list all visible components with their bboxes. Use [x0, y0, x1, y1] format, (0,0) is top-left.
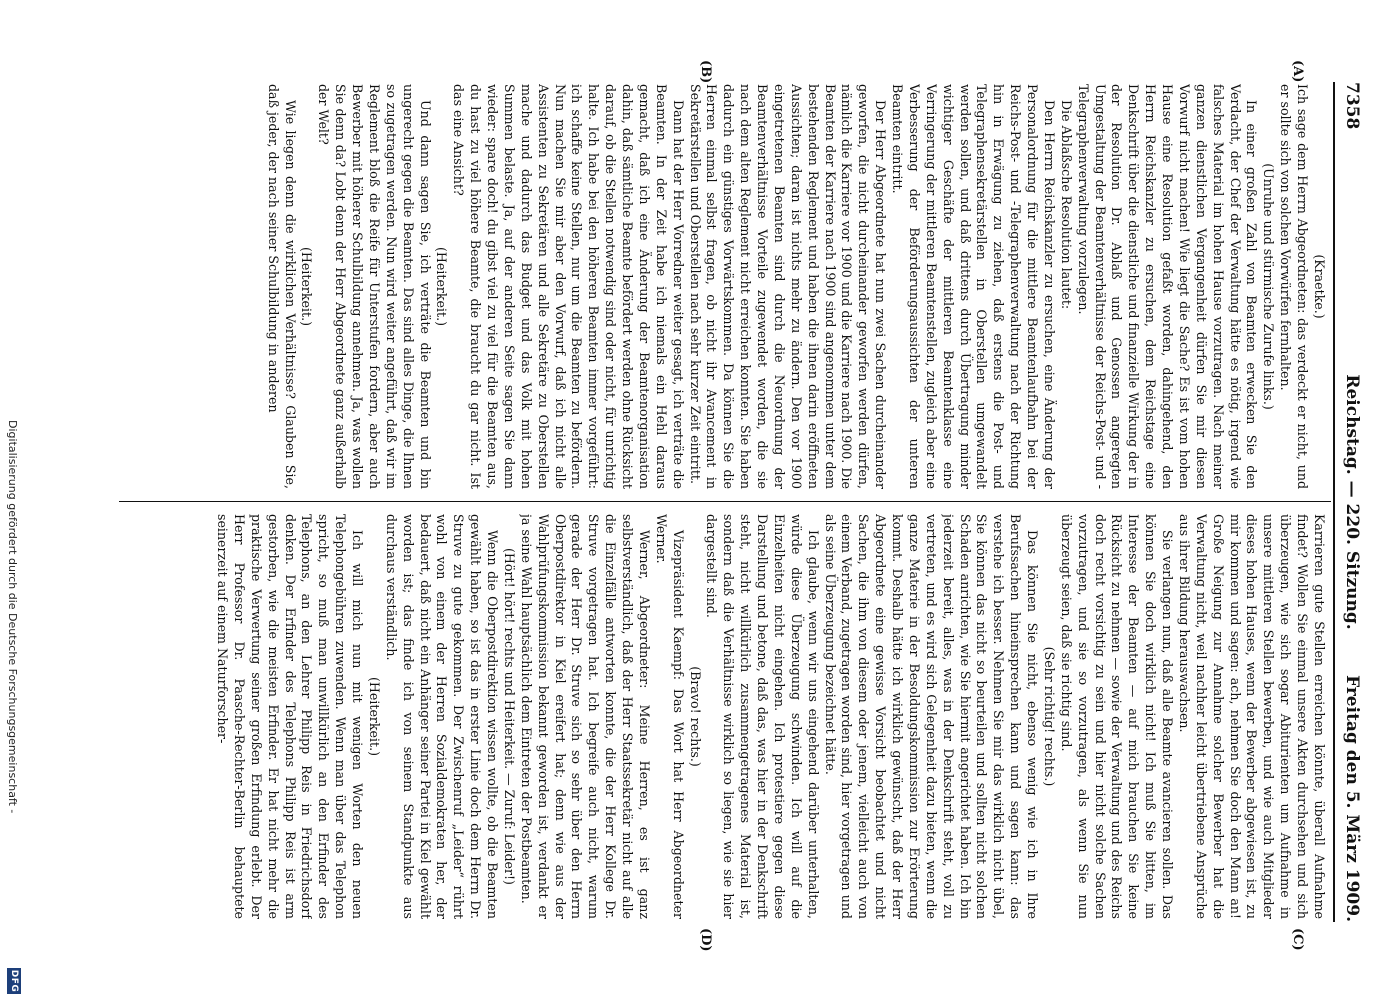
paragraph: Die Ablaßsche Resolution lautet: [1058, 100, 1074, 310]
paragraph: Wenn die Oberpostdirektion wissen wollte, ob die Beamten gewählt haben, so ist das in erster Linie doch dem Herrn Dr. Struve zu gute gekommen. Der Zwischenruf „Leider“ rührt wohl von einem der Herren Sozialdemokraten her, der bedauert, daß nicht ein Anhänger seiner Partei in Kiel gewählt worden ist; das finde ich von seinem Standpunkte aus durchaus verständlich. [383, 514, 501, 919]
interjection: (Bravo! rechts.) [687, 666, 703, 767]
paragraph: Werner, Abgeordneter: Meine Herren, es ist ganz selbstverständlich, daß der Herr Staatssekretär nicht auf alle die Einzelfälle antworten konnte, die der Herr Kollege Dr. Struve vorgetragen hat. Ich begreife auch nicht, warum gerade der Herr Dr. Struve sich so sehr über den Herrn Oberpostdirektor in Kiel ereifert hat; denn wie aus der Wahlprüfungskommission bekannt geworden ist, verdankt er ja seine Wahl hauptsächlich dem Eintreten der Postbeamten. [518, 514, 652, 919]
margin-mark-d: (D) [698, 928, 713, 952]
interjection: (Hört! hört! rechts und Heiterkeit. — Zuruf: Leider!) [502, 548, 517, 885]
margin-mark-c: (C) [1290, 928, 1305, 951]
page-number: 7358 [1342, 82, 1362, 130]
paragraph: Das können Sie nicht, ebenso wenig wie ich in Ihre Berufssachen hineinsprechen kann und sagen kann: das verstehe ich besser. Nehmen Sie mir das wirklich nicht übel, Sie können das nicht so beurteilen und sollten nicht solchen Schaden anrichten, wie Sie hiermit angerichtet haben. Ich bin jederzeit bereit, alles, was in der Denkschrift steht, voll zu vertreten, und es wird sich Gelegenheit dazu bieten, wenn die ganze Materie in der Besoldungskommission zur Erörterung kommt. Deshalb hätte ich wirklich gewünscht, daß der Herr Abgeordnete eine gewisse Vorsicht beobachtet und nicht Sachen, die ihm von diesem oder jenem, vielleicht auch von einem Verband, zugetragen worden sind, hier vorgetragen und als seine Überzeugung bezeichnet hätte. [822, 514, 1041, 919]
paragraph: Dann hat der Herr Vorredner weiter gesagt, ich verträte die Beamten. In der Zeit habe ich niemals ein Hehl daraus gemacht, daß ich eine Änderung der Beamtenorganisation dahin, daß sämtliche Beamte befördert werden ohne Rücksicht darauf, ob die Stellen notwendig sind oder nicht, für unrichtig halte. Ich habe bei den höheren Beamten immer vorgeführt: ich schaffe keine Stellen, nur um die Beamten zu befördern. Nun machen Sie mir aber den Vorwurf, daß ich nicht alle Assistenten zu Sekretären und alle Sekretäre zu Oberstellen mache und dadurch das Budget und das Volk mit hohen Summen belaste. Ja, auf der anderen Seite sagen Sie dann wieder: spare doch! du gibst viel zu viel für die Beamten aus, du hast zu viel höhere Beamte, die braucht du gar nicht. Ist das eine Ansicht? [451, 84, 686, 489]
quoted-resolution: Den Herrn Reichskanzler zu ersuchen, eine Änderung der Personalordnung für die mittlere Beamtenlaufbahn bei der Reichs-Post- und -Telegraphenverwaltung nach der Richtung hin in Erwägung zu ziehen, daß erstens die Post- und Telegraphensekretärstellen in Oberstellen umgewandelt werden sollen, und daß drittens durch Übertragung minder wichtiger Geschäfte der mittleren Beamtenklasse eine Verringerung der mittleren Beamtenstellen, zugleich aber eine Verbesserung der Beförderungsaussichten der unteren Beamten eintritt. [890, 84, 1057, 489]
right-column [117, 514, 1327, 919]
paragraph: Sie verlangen nun, daß alle Beamte avancieren sollen. Das können Sie doch wirklich nicht! Ich muß Sie bitten, im Interesse der Beamten — auf mich brauchen Sie keine Rücksicht zu nehmen — sowie der Verwaltung und des Reichs doch recht vorsichtig zu sein und hier nicht solche Sachen vorzutragen, und sie so vorzutragen, als wenn Sie nun überzeugt seien, daß sie richtig sind. [1058, 514, 1176, 919]
header-date: Freitag den 5. März 1909. [1342, 675, 1362, 922]
chair-announcement: Vizepräsident Kaempf: Das Wort hat Herr Abgeordneter Werner. [653, 514, 686, 919]
paragraph: Ich sage dem Herrn Abgeordneten: das verdeckt er nicht, und er sollte sich von solchen Vorwürfen fernhalten. [1278, 84, 1311, 489]
paragraph: Wie liegen denn die wirklichen Verhältnisse? Glauben Sie, daß jeder, der nach seiner Schulbildung in anderen [265, 84, 298, 489]
paragraph: Der Herr Abgeordnete hat nun zwei Sachen durcheinander geworfen, die nicht durcheinander geworfen werden dürfen, nämlich die Karriere vor 1900 und die Karriere nach 1900. Die Beamten der Karriere nach 1900 sind angenommen unter dem bestehenden Reglement und haben die ihnen darin eröffneten Aussichten; daran ist nichts mehr zu ändern. Den vor 1900 eingetretenen Beamten sind durch die Neuordnung der Beamtenverhältnisse Vorteile zugewendet worden, die sie nach dem alten Reglement nicht erreichen konnten. Sie haben dadurch ein günstiges Vorwärtskommen. Da können Sie die Herren einmal selbst fragen, ob nicht ihr Avancement in Sekretärstellen und Oberstellen nach sehr kurzer Zeit eintritt. [687, 84, 889, 489]
paragraph: Und dann sagen Sie, ich verträte die Beamten und bin ungerecht gegen die Beamten. Das sind alles Dinge, die Ihnen so zugetragen werden. Nun wird weiter angeführt, daß wir im Reglement bloß die Reife für Unterstufen fordern, aber auch Bewerber mit höherer Schulbildung annehmen. Ja, was wollen Sie denn da? Lobt denn der Herr Abgeordnete ganz außerhalb der Welt? [316, 84, 433, 489]
margin-mark-a: (A) [1290, 60, 1305, 83]
paragraph: In einer großen Zahl von Beamten erwecken Sie den Verdacht, der Chef der Verwaltung hätte es nötig, irgend wie falsches Material im hohen Hause vorzutragen. Nach meiner ganzen dienstlichen Vergangenheit dürfen Sie mir diesen Vorwurf nicht machen! Wie liegt die Sache? Es ist vom hohen Hause eine Resolution gefaßt worden, dahingehend, den Herrn Reichskanzler zu ersuchen, dem Reichstage eine Denkschrift über die dienstliche und finanzielle Wirkung der in der Resolution Dr. Ablaß und Genossen angeregten Umgestaltung der Beamtenverhältnisse der Reichs-Post- und -Telegraphenverwaltung vorzulegen. [1075, 84, 1260, 489]
header-title: Reichstag. — 220. Sitzung. [1342, 374, 1362, 630]
interjection: (Sehr richtig! rechts.) [1042, 646, 1057, 787]
page-header [1339, 82, 1365, 922]
interjection: (Heiterkeit.) [434, 247, 450, 326]
margin-mark-b: (B) [698, 60, 713, 84]
paragraph: Ich will mich nun mit wenigen Worten den neuen Telephongebühren zuwenden. Wenn man über das Telephon spricht, so muß man unwillkürlich an den Erfinder des Telephons, an den Lehrer Philipp Reis in Friedrichsdorf denken. Der Erfinder des Telephons Philipp Reis ist arm gestorben, wie die meisten Erfinder. Er hat nicht mehr die praktische Verwertung seiner großen Erfindung erlebt. Der Herr Professor Dr. Paasche-Rechter-Berlin behauptete seinerzeit auf einem Naturforscher- [215, 514, 366, 919]
dfg-logo: DFG [9, 969, 19, 993]
header-rule [1333, 82, 1335, 922]
column-divider [119, 501, 1331, 502]
interjection: (Heiterkeit.) [299, 247, 315, 326]
paragraph: Ich glaube, wenn wir uns eingehend darüber unterhalten, würde diese Überzeugung schwinden. Ich will auf die Einzelheiten nicht eingehen. Ich protestiere gegen diese Darstellung und betone, daß das, was hier in der Denkschrift steht, nicht willkürlich zusammengetragenes Material ist, sondern daß die Verhältnisse wirklich so liegen, wie sie hier dargestellt sind. [704, 514, 821, 919]
paragraph: Karrieren gute Stellen erreichen könnte, überall Aufnahme findet? Wollen Sie einmal unsere Akten durchsehen und sich überzeugen, wie sich sogar Abiturienten um Aufnahme in unsere mittleren Stellen bewerben, und wie auch Mitglieder dieses hohen Hauses, wenn der Bewerber abgewiesen ist, zu mir kommen und sagen: ach, nehmen Sie doch den Mann an! Große Neigung zur Annahme solcher Bewerber hat die Verwaltung nicht, weil nachher leicht übertriebene Ansprüche aus ihrer Bildung herauswachsen. [1177, 514, 1327, 919]
speaker-heading: (Kraetke.) [1312, 254, 1327, 319]
digitization-note: Digitalisierung gefördert durch die Deutsche Forschungsgemeinschaft - [6, 420, 19, 814]
interjection: (Heiterkeit.) [367, 677, 382, 756]
interjection: (Unruhe und stürmische Zurufe links.) [1261, 163, 1277, 410]
left-column [117, 84, 1327, 489]
